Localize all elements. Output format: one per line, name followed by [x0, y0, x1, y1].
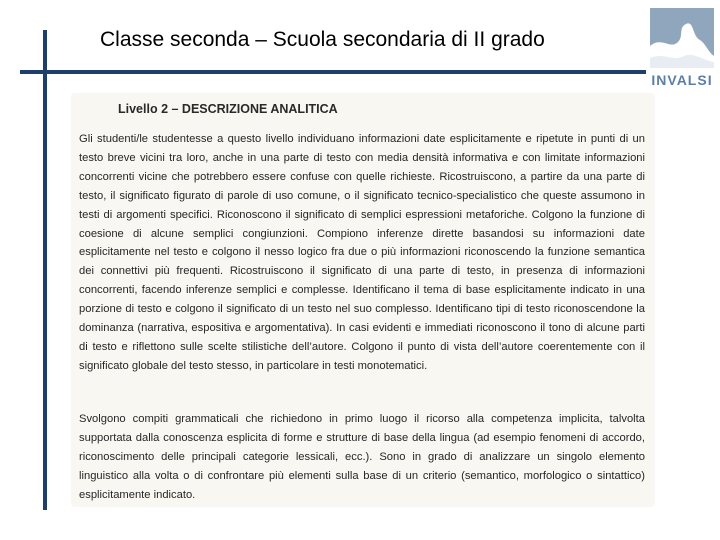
paragraph-1: Gli studenti/le studentesse a questo livello individuano informazioni date esplicitamente e ripetute in punti di un testo breve vicini tra loro, anche in una parte di testo con media densità informativa e con limitate informazioni concorrenti vicine che potrebbero essere confuse con quelle richieste. Ricostruiscono, a partire da una parte di testo, il significato figurato di parole di uso comune, o il significato tecnico-specialistico che queste assumono in testi di argomenti specifici. Riconoscono il significato di semplici espressioni metaforiche. Colgono la funzione di coesione di alcune semplici congiunzioni. Compiono inferenze dirette basandosi su informazioni date esplicitamente nel testo e colgono il nesso logico fra due o più informazioni riconoscendo la funzione semantica dei connettivi più frequenti. Ricostruiscono il significato di una parte di testo, in presenza di informazioni concorrenti, facendo inferenze semplici e complesse. Identificano il tema di base esplicitamente indicato in una porzione di testo e colgono il significato di un testo nel suo complesso. Identificano tipi di testo riconoscendone la dominanza (narrativa, espositiva e argomentativa). In casi evidenti e immediati riconoscono il tono di alcune parti di testo e riflettono sulle scelte stilistiche dell’autore. Colgono il punto di vista dell’autore coerentemente con il significato globale del testo stesso, in particolare in testi monotematici.	[79, 133, 645, 372]
scanned-document	[72, 94, 654, 506]
slide-title: Classe seconda – Scuola secondaria di II grado	[100, 28, 545, 51]
logo-mark-icon	[648, 6, 716, 70]
invalsi-logo	[648, 6, 716, 90]
paragraph-2: Svolgono compiti grammaticali che richiedono in primo luogo il ricorso alla competenza implicita, talvolta supportata dalla conoscenza esplicita di forme e strutture di base della lingua (ad esempio fenomeni di accordo, riconoscimento delle principali categorie lessicali, ecc.). Sono in grado di analizzare un singolo elemento linguistico alla volta o di confrontare più elementi sulla base di un criterio (semantico, morfologico o sintattico) esplicitamente indicato.	[79, 413, 645, 501]
logo-text: INVALSI	[651, 72, 713, 88]
horizontal-rule	[20, 70, 646, 74]
document-heading: Livello 2 – DESCRIZIONE ANALITICA	[118, 102, 338, 116]
vertical-rule	[43, 30, 47, 510]
